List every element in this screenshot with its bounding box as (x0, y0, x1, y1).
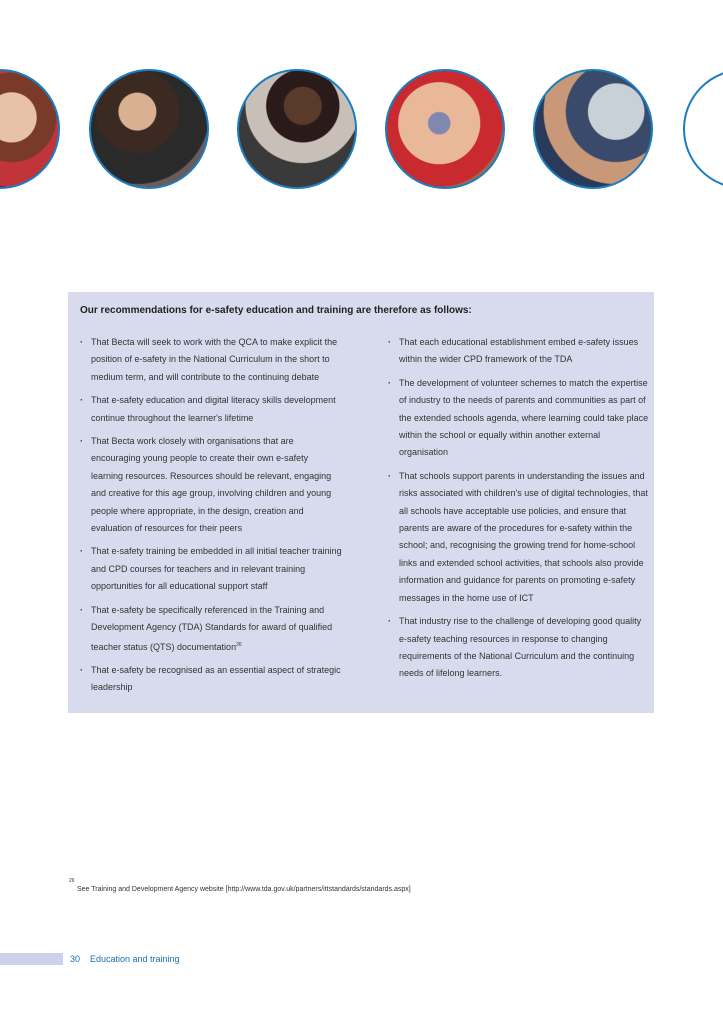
footnote (69, 880, 411, 893)
list-item: · That e-safety be recognised as an essential aspect of strategic leadership (80, 662, 342, 697)
photo-circle-partial (683, 69, 723, 189)
section-title: Education and training (90, 954, 180, 964)
list-item: · The development of volunteer schemes to match the expertise of industry to the needs of parents and communities as part of the extended schools agenda, where learning could take place within the school or equally within another external organisation (388, 375, 650, 462)
list-item: · That industry rise to the challenge of developing good quality e-safety teaching resources in response to changing requirements of the National Curriculum and the continuing needs of lifelong learners. (388, 613, 650, 683)
recommendations-box (68, 292, 654, 713)
recommendations-heading: Our recommendations for e-safety education and training are therefore as follows: (80, 305, 472, 316)
list-item: · That schools support parents in understanding the issues and risks associated with children's use of digital technologies, that all schools have acceptable use policies, and ensure that parents are aware of the procedures for e-safety within the school; and, recognising the growing trend for home-school links and extended school activities, that schools also provide information and guidance for parents on promoting e-safety messages in the home use of ICT (388, 468, 650, 607)
photo-child-with-stylus (89, 69, 209, 189)
list-item: · That Becta work closely with organisations that are encouraging young people to create their own e-safety learning resources. Resources should be relevant, engaging and creative for this age group, involving children and young people where appropriate, in the design, creation and evaluation of resources for their peers (80, 433, 342, 537)
page-number: 30 (70, 954, 81, 964)
footer-bar (0, 953, 63, 965)
right-column (388, 334, 650, 689)
list-item: · That e-safety education and digital literacy skills development continue throughout the learner's lifetime (80, 392, 342, 427)
footnote-text: See Training and Development Agency website [http://www.tda.gov.uk/partners/ittstandards/standards.aspx] (77, 886, 411, 893)
photo-child-drawing-on-tablet (533, 69, 653, 189)
footnote-number: 26 (69, 878, 75, 884)
photo-child-with-camera (385, 69, 505, 189)
photo-child-writing (0, 69, 60, 189)
list-item: · That e-safety training be embedded in all initial teacher training and CPD courses for teachers and in relevant training opportunities for all educational support staff (80, 543, 342, 595)
list-item (80, 602, 342, 656)
list-item-text: That e-safety be specifically referenced in the Training and Development Agency (TDA) Standards for award of qualified teacher status (QTS) documentation (91, 604, 333, 652)
list-item: · That each educational establishment embed e-safety issues within the wider CPD framework of the TDA (388, 334, 650, 369)
list-item: · That Becta will seek to work with the QCA to make explicit the position of e-safety in the National Curriculum in the short to medium term, and will contribute to the continuing debate (80, 334, 342, 386)
footnote-ref: 26 (236, 641, 242, 648)
photo-child-with-tablet (237, 69, 357, 189)
left-column (80, 334, 342, 703)
